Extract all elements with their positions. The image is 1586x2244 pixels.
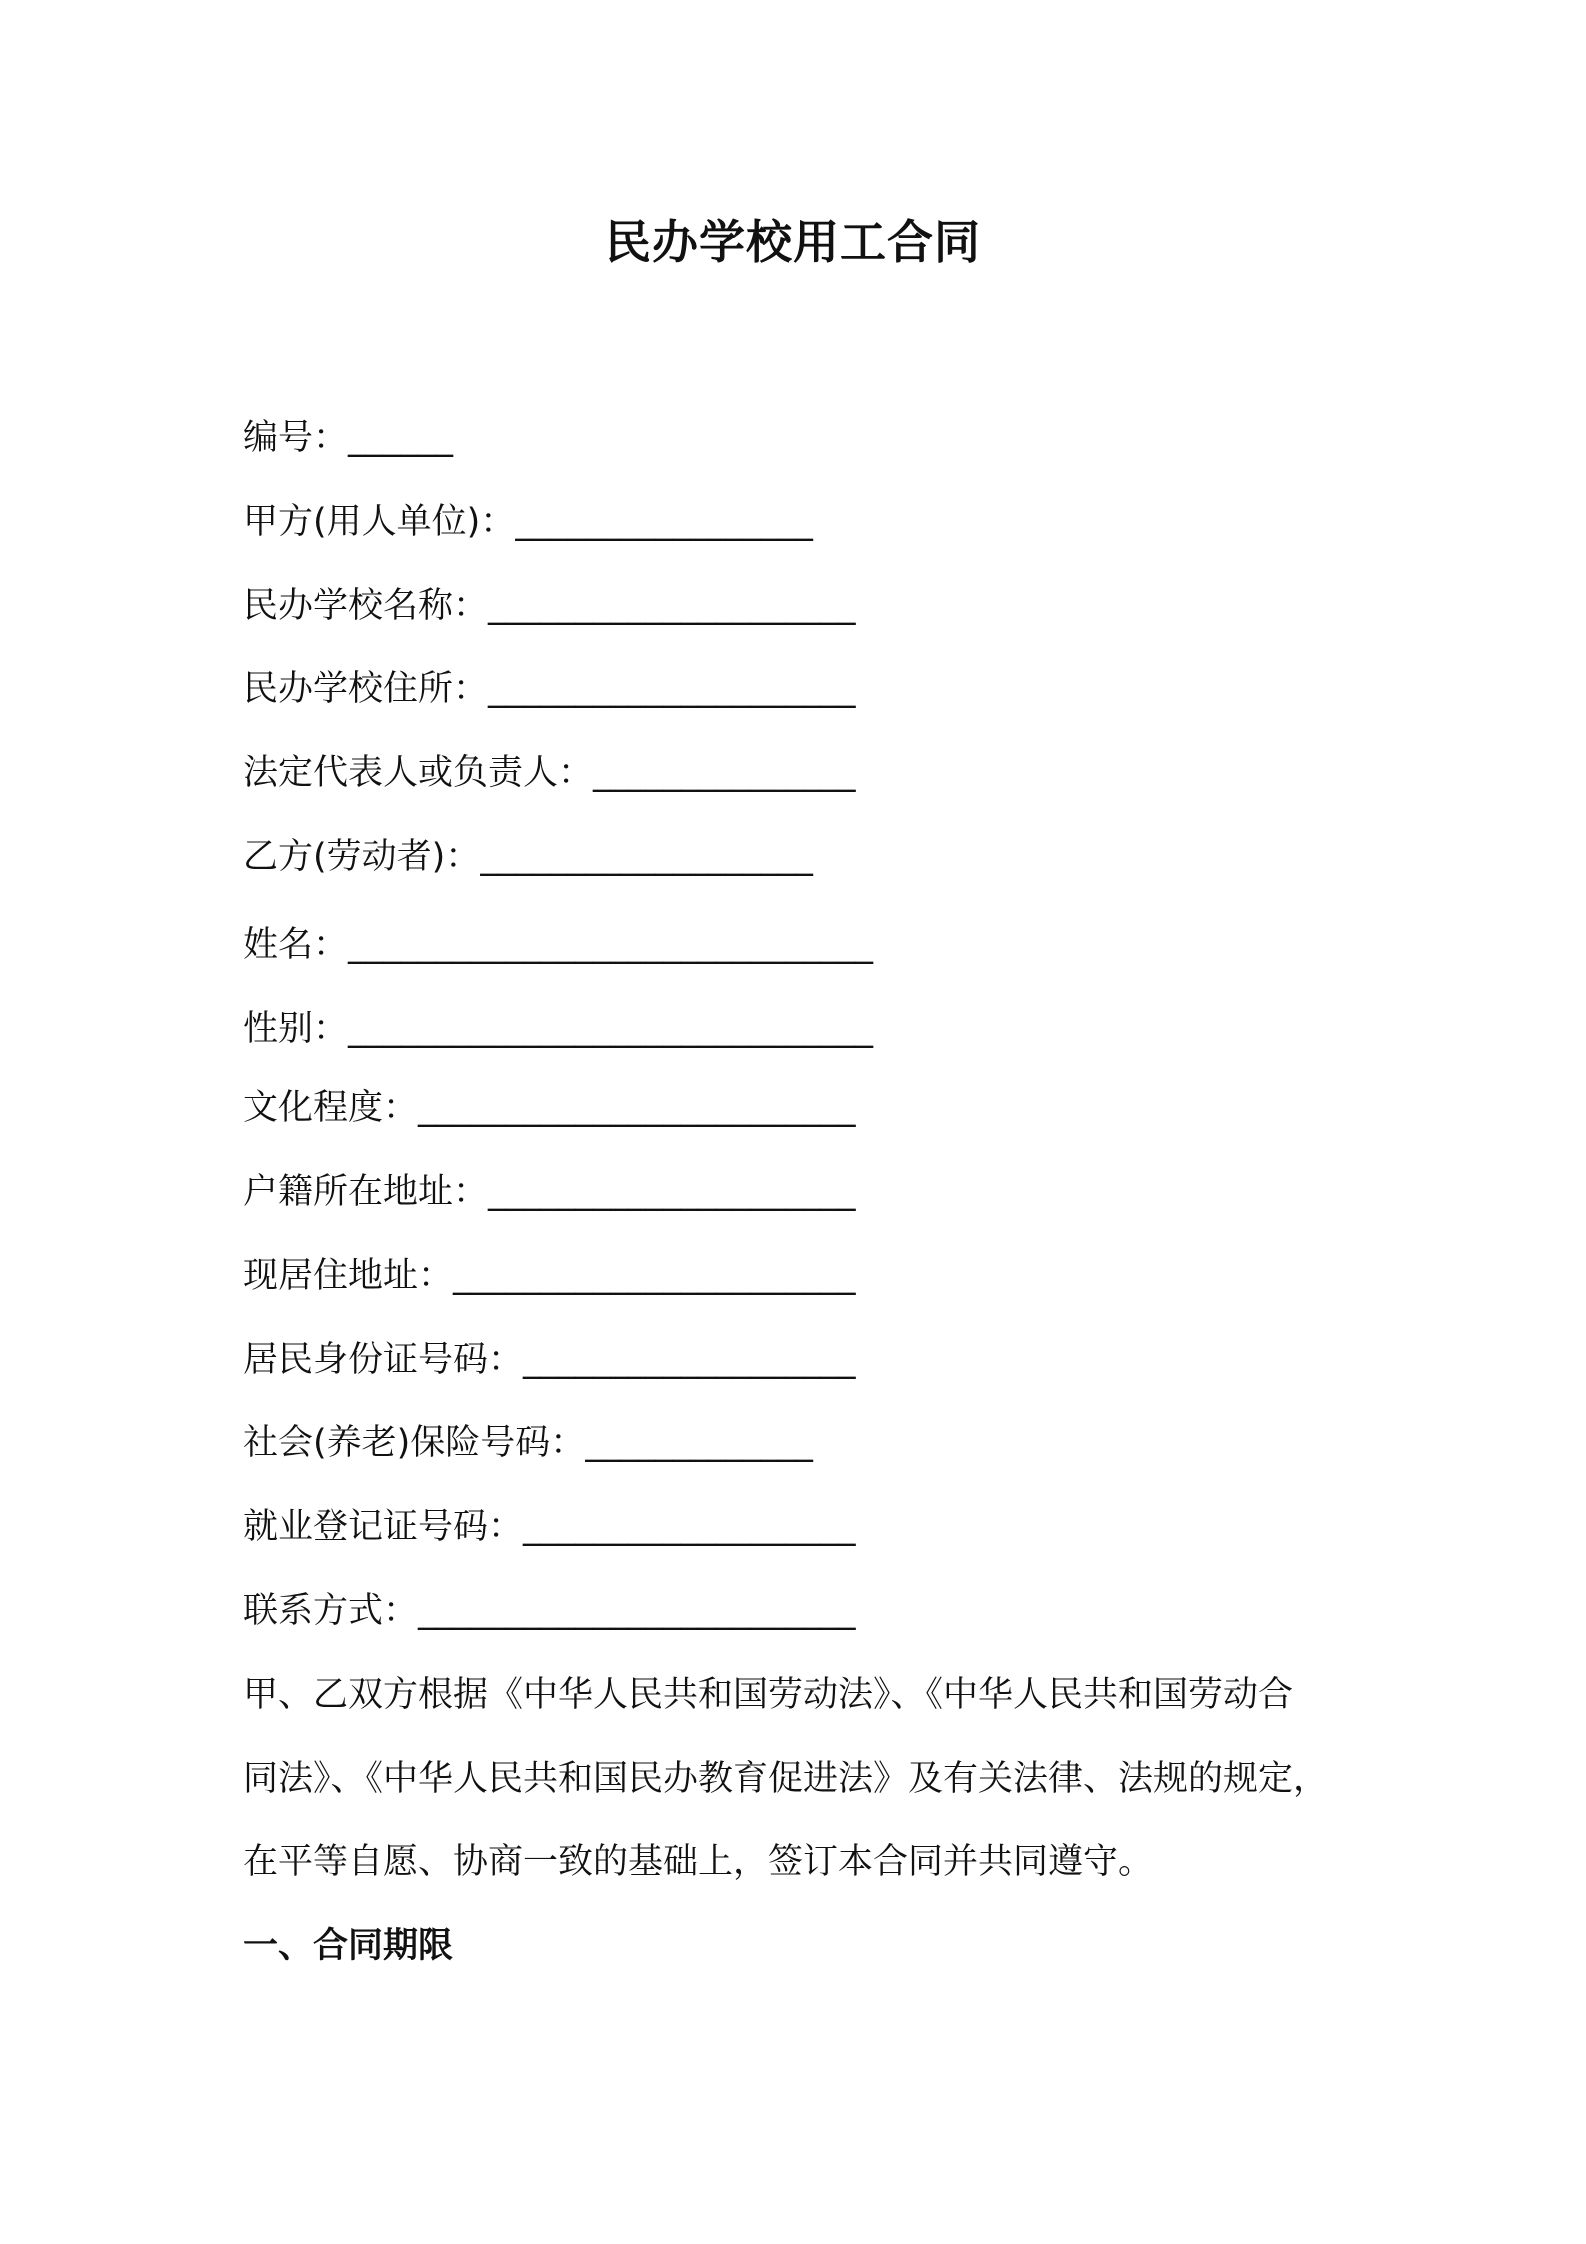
field-label: 居民身份证号码：: [243, 1340, 524, 1380]
paragraph-line-2: 同法》、《中华人民共和国民办教育促进法》及有关法律、法规的规定，: [243, 1759, 1329, 1799]
paragraph-line-3: 在平等自愿、协商一致的基础上，签订本合同并共同遵守。: [243, 1842, 1154, 1882]
field-school-address: [243, 665, 856, 713]
blank-line: _________________________: [418, 1088, 856, 1128]
field-label: 民办学校住所：: [243, 669, 489, 709]
field-label: 甲方(用人单位)：: [243, 502, 516, 542]
blank-line: _______________: [593, 753, 856, 793]
field-school-name: [243, 582, 856, 630]
field-label: 社会(养老)保险号码：: [243, 1423, 586, 1463]
field-legal-representative: [243, 749, 856, 797]
field-party-b: [243, 833, 813, 881]
blank-line: ___________________: [523, 1507, 856, 1547]
field-name: [243, 921, 873, 969]
field-label: 联系方式：: [243, 1591, 419, 1631]
field-id-number: [243, 1336, 856, 1384]
field-label: 现居住地址：: [243, 1256, 454, 1296]
document-title: 民办学校用工合同: [605, 215, 981, 269]
field-gender: [243, 1005, 873, 1053]
blank-line: _____________________: [488, 1172, 856, 1212]
field-label: 姓名：: [243, 925, 349, 965]
field-contract-number: [243, 414, 453, 462]
field-household-address: [243, 1168, 856, 1216]
field-label: 文化程度：: [243, 1088, 419, 1128]
field-label: 性别：: [243, 1009, 349, 1049]
blank-line: _____________________: [488, 586, 856, 626]
field-label: 户籍所在地址：: [243, 1172, 489, 1212]
blank-line: ______________________________: [348, 1009, 874, 1049]
blank-line: _______________________: [453, 1256, 856, 1296]
field-label: 乙方(劳动者)：: [243, 837, 481, 877]
field-label: 编号：: [243, 418, 349, 458]
blank-line: ___________________: [523, 1340, 856, 1380]
field-label: 民办学校名称：: [243, 586, 489, 626]
blank-line: ______________________________: [348, 925, 874, 965]
field-label: 就业登记证号码：: [243, 1507, 524, 1547]
blank-line: ______: [348, 418, 454, 458]
field-party-a: [243, 498, 813, 546]
blank-line: _____________: [585, 1423, 813, 1463]
blank-line: _____________________: [488, 669, 856, 709]
blank-line: _________________________: [418, 1591, 856, 1631]
field-education: [243, 1084, 856, 1132]
field-social-insurance-number: [243, 1419, 813, 1467]
field-label: 法定代表人或负责人：: [243, 753, 594, 793]
blank-line: _________________: [515, 502, 813, 542]
field-current-address: [243, 1252, 856, 1300]
field-contact: [243, 1587, 856, 1635]
blank-line: ___________________: [480, 837, 813, 877]
field-employment-certificate: [243, 1503, 856, 1551]
paragraph-line-1: 甲、乙双方根据《中华人民共和国劳动法》、《中华人民共和国劳动合: [243, 1675, 1294, 1715]
section-heading: 一、合同期限: [243, 1926, 454, 1966]
